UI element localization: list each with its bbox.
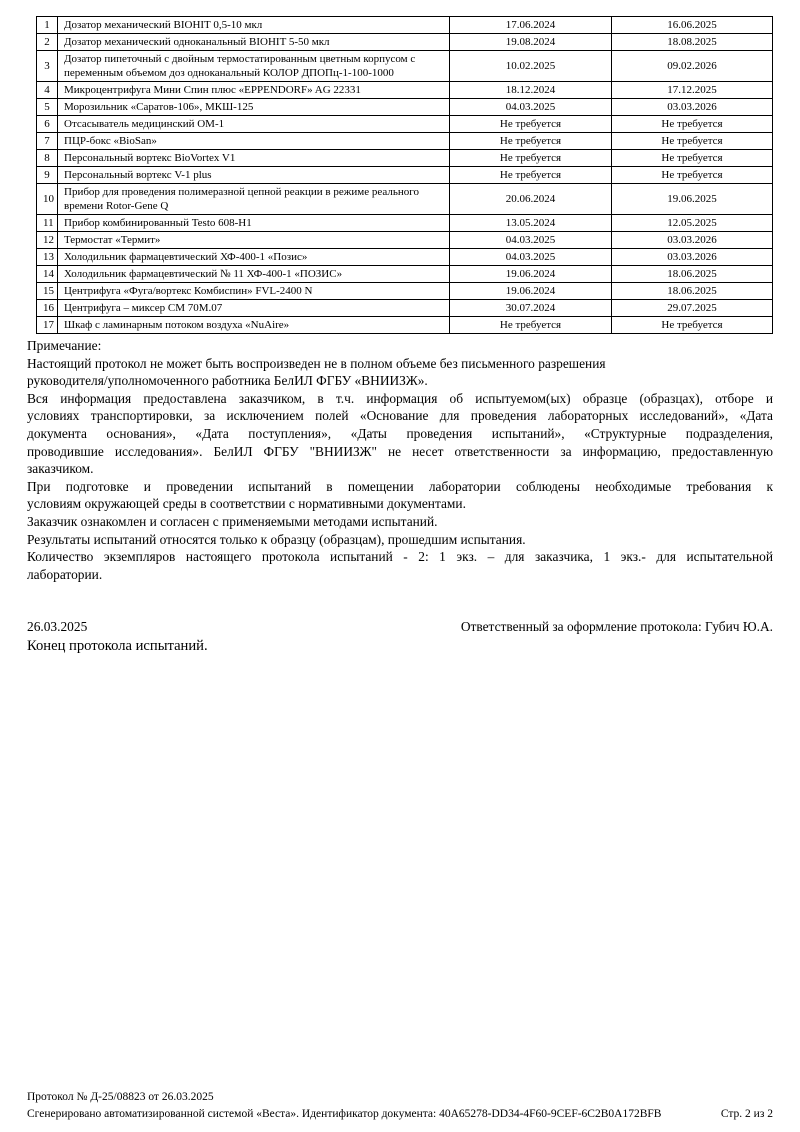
note-line: руководителя/уполномоченного работника БелИЛ ФГБУ «ВНИИЗЖ».: [27, 373, 428, 389]
page-footer: [27, 1089, 773, 1123]
row-number: 12: [37, 232, 58, 249]
next-verification-date: 03.03.2026: [612, 249, 773, 266]
note-line: условиях транспортировки, за исключением полей «Основание для проведения лабораторных исследований», «Дата: [27, 408, 773, 424]
equipment-row: [37, 266, 773, 283]
next-verification-date: Не требуется: [612, 317, 773, 334]
equipment-name: Персональный вортекс V-1 plus: [58, 167, 450, 184]
verification-date: Не требуется: [450, 116, 612, 133]
equipment-name: Дозатор механический BIOHIT 0,5-10 мкл: [58, 17, 450, 34]
row-number: 16: [37, 300, 58, 317]
row-number: 11: [37, 215, 58, 232]
row-number: 8: [37, 150, 58, 167]
verification-date: Не требуется: [450, 133, 612, 150]
equipment-table: [36, 16, 773, 334]
next-verification-date: Не требуется: [612, 116, 773, 133]
next-verification-date: 12.05.2025: [612, 215, 773, 232]
verification-date: 18.12.2024: [450, 82, 612, 99]
next-verification-date: 16.06.2025: [612, 17, 773, 34]
note-line: При подготовке и проведении испытаний в помещении лаборатории соблюдены необходимые требования к: [27, 478, 773, 494]
equipment-name: Персональный вортекс BioVortex V1: [58, 150, 450, 167]
note-line: условиям окружающей среды в соответствии с нормативными документами.: [27, 496, 466, 512]
equipment-row: [37, 215, 773, 232]
note-line: Вся информация предоставлена заказчиком, в т.ч. информация об испытуемом(ых) образце (образцах), отборе и: [27, 390, 773, 406]
next-verification-date: 18.06.2025: [612, 266, 773, 283]
verification-date: 04.03.2025: [450, 232, 612, 249]
equipment-row: [37, 34, 773, 51]
verification-date: 04.03.2025: [450, 249, 612, 266]
next-verification-date: 18.06.2025: [612, 283, 773, 300]
equipment-row: [37, 133, 773, 150]
equipment-row: [37, 51, 773, 82]
next-verification-date: 03.03.2026: [612, 99, 773, 116]
next-verification-date: Не требуется: [612, 133, 773, 150]
next-verification-date: 17.12.2025: [612, 82, 773, 99]
note-line: Настоящий протокол не может быть воспроизведен не в полном объеме без письменного разрешения: [27, 355, 606, 371]
row-number: 9: [37, 167, 58, 184]
equipment-name: Дозатор пипеточный с двойным термостатированным цветным корпусом с переменным объемом доз одноканальный КОЛОР ДПОПц-1-100-1000: [58, 51, 450, 82]
note-line: лаборатории.: [27, 566, 103, 582]
equipment-row: [37, 232, 773, 249]
verification-date: 20.06.2024: [450, 184, 612, 215]
equipment-row: [37, 184, 773, 215]
equipment-table-body: [37, 17, 773, 334]
equipment-row: [37, 150, 773, 167]
protocol-date: 26.03.2025: [27, 619, 88, 635]
equipment-name: Центрифуга – миксер СМ 70М.07: [58, 300, 450, 317]
row-number: 4: [37, 82, 58, 99]
row-number: 5: [37, 99, 58, 116]
verification-date: 30.07.2024: [450, 300, 612, 317]
row-number: 14: [37, 266, 58, 283]
equipment-row: [37, 82, 773, 99]
equipment-name: ПЦР-бокс «BioSan»: [58, 133, 450, 150]
row-number: 6: [37, 116, 58, 133]
next-verification-date: 19.06.2025: [612, 184, 773, 215]
signature-row: [27, 618, 773, 636]
row-number: 2: [37, 34, 58, 51]
equipment-row: [37, 317, 773, 334]
equipment-name: Морозильник «Саратов-106», МКШ-125: [58, 99, 450, 116]
row-number: 1: [37, 17, 58, 34]
equipment-name: Шкаф с ламинарным потоком воздуха «NuAire»: [58, 317, 450, 334]
next-verification-date: 03.03.2026: [612, 232, 773, 249]
equipment-row: [37, 283, 773, 300]
note-line: документа основания», «Дата поступления», «Даты проведения испытаний», «Структурные подразделения,: [27, 425, 773, 441]
equipment-name: Микроцентрифуга Мини Спин плюс «EPPENDORF» AG 22331: [58, 82, 450, 99]
verification-date: 19.06.2024: [450, 266, 612, 283]
responsible-signature: Ответственный за оформление протокола: Губич Ю.А.: [460, 619, 773, 635]
verification-date: 19.06.2024: [450, 283, 612, 300]
verification-date: 04.03.2025: [450, 99, 612, 116]
verification-date: Не требуется: [450, 317, 612, 334]
equipment-name: Центрифуга «Фуга/вортекс Комбиспин» FVL-2400 N: [58, 283, 450, 300]
row-number: 15: [37, 283, 58, 300]
footer-page-number: Стр. 2 из 2: [720, 1108, 773, 1120]
equipment-row: [37, 300, 773, 317]
equipment-row: [37, 167, 773, 184]
verification-date: 13.05.2024: [450, 215, 612, 232]
note-line: проводившие исследования». БелИЛ ФГБУ "ВНИИЗЖ" не несет ответственности за информацию, предоставленную: [27, 443, 773, 459]
next-verification-date: 18.08.2025: [612, 34, 773, 51]
equipment-row: [37, 17, 773, 34]
next-verification-date: 09.02.2026: [612, 51, 773, 82]
next-verification-date: Не требуется: [612, 150, 773, 167]
row-number: 13: [37, 249, 58, 266]
notes-heading: Примечание:: [27, 338, 102, 353]
footer-protocol-number: Протокол № Д-25/08823 от 26.03.2025: [27, 1091, 214, 1103]
verification-date: 17.06.2024: [450, 17, 612, 34]
note-line: Заказчик ознакомлен и согласен с применяемыми методами испытаний.: [27, 513, 438, 529]
equipment-row: [37, 116, 773, 133]
equipment-name: Прибор для проведения полимеразной цепной реакции в режиме реального времени Rotor-Gene Q: [58, 184, 450, 215]
equipment-row: [37, 249, 773, 266]
notes-section: [27, 337, 773, 583]
equipment-name: Дозатор механический одноканальный BIOHIT 5-50 мкл: [58, 34, 450, 51]
equipment-name: Термостат «Термит»: [58, 232, 450, 249]
verification-date: 10.02.2025: [450, 51, 612, 82]
note-line: Количество экземпляров настоящего протокола испытаний - 2: 1 экз. – для заказчика, 1 экз.- для испытательной: [27, 549, 773, 565]
equipment-name: Холодильник фармацевтический № 11 ХФ-400-1 «ПОЗИС»: [58, 266, 450, 283]
equipment-name: Прибор комбинированный Testo 608-H1: [58, 215, 450, 232]
equipment-name: Холодильник фармацевтический ХФ-400-1 «Позис»: [58, 249, 450, 266]
equipment-name: Отсасыватель медицинский ОМ-1: [58, 116, 450, 133]
verification-date: Не требуется: [450, 167, 612, 184]
footer-generated-info: Сгенерировано автоматизированной системой «Веста». Идентификатор документа: 40A65278-DD34-4F60-9CEF-6C2B0A172BFB: [27, 1108, 662, 1120]
row-number: 7: [37, 133, 58, 150]
row-number: 17: [37, 317, 58, 334]
equipment-row: [37, 99, 773, 116]
verification-date: 19.08.2024: [450, 34, 612, 51]
row-number: 3: [37, 51, 58, 82]
next-verification-date: 29.07.2025: [612, 300, 773, 317]
note-line: заказчиком.: [27, 461, 94, 477]
end-of-protocol-text: Конец протокола испытаний.: [27, 637, 208, 654]
next-verification-date: Не требуется: [612, 167, 773, 184]
note-line: Результаты испытаний относятся только к образцу (образцам), прошедшим испытания.: [27, 531, 526, 547]
verification-date: Не требуется: [450, 150, 612, 167]
row-number: 10: [37, 184, 58, 215]
